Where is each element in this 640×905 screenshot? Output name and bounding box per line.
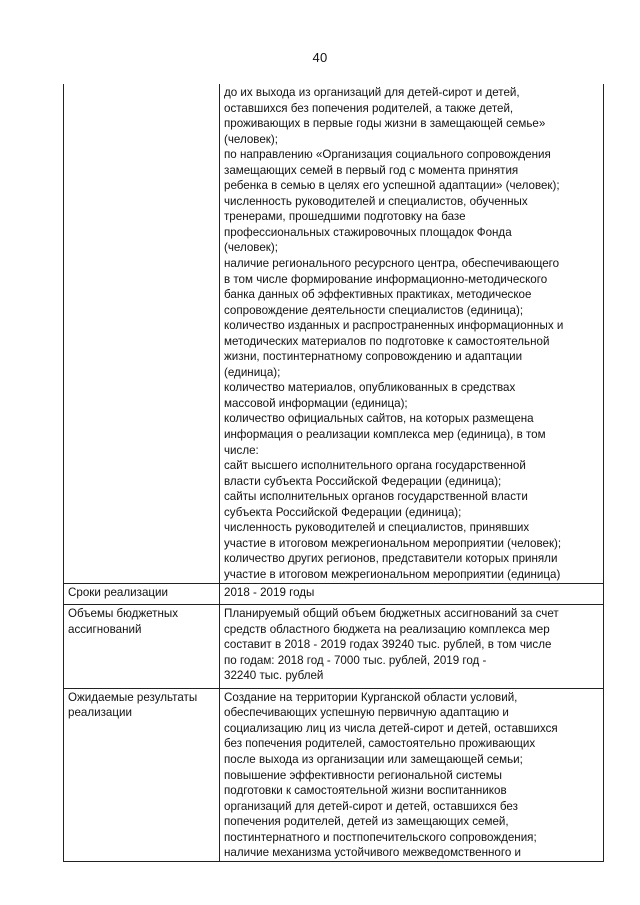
value-line: власти субъекта Российской Федерации (единица); — [224, 474, 502, 488]
value-line: количество материалов, опубликованных в средствах — [224, 381, 516, 395]
value-line: подготовки к самостоятельной жизни воспитанников — [224, 784, 507, 798]
value-line: ребенка в семью в целях его успешной адаптации» (человек); — [224, 179, 560, 193]
label-line: Ожидаемые результаты — [68, 690, 198, 704]
value-line: оставшихся без попечения родителей, а также детей, — [224, 101, 514, 115]
value-line: проживающих в первые годы жизни в замещающей семье» — [224, 117, 546, 131]
page-number: 40 — [312, 50, 328, 65]
value-line: тренерами, прошедшими подготовку на базе — [224, 210, 466, 224]
cell-spacer — [68, 600, 216, 604]
label-line: Объемы бюджетных — [68, 607, 178, 621]
value-line: банка данных об эффективных практиках, методическое — [224, 288, 532, 302]
cell-spacer — [224, 684, 600, 688]
value-line: повышение эффективности региональной системы — [224, 768, 503, 782]
value-line: попечения родителей, детей из замещающих семей, — [224, 815, 509, 829]
value-line: (человек); — [224, 132, 278, 146]
value-line: средств областного бюджета на реализацию комплекса мер — [224, 622, 550, 636]
value-line: жизни, постинтернатному сопровождению и адаптации — [224, 350, 523, 364]
table-row — [64, 583, 604, 605]
value-line: сайты исполнительных органов государственной власти — [224, 490, 528, 504]
row-value-cell — [220, 605, 604, 689]
value-line: методических материалов по подготовке к самостоятельной — [224, 334, 550, 348]
program-passport-table — [63, 84, 604, 862]
row-label-cell — [64, 84, 220, 583]
value-line: после выхода из организации или замещающей семьи; — [224, 752, 523, 766]
value-line: (человек); — [224, 241, 278, 255]
value-line: наличие регионального ресурсного центра, обеспечивающего — [224, 257, 560, 271]
value-line: по направлению «Организация социального сопровождения — [224, 148, 551, 162]
row-value-cell — [220, 84, 604, 583]
row-label-cell — [64, 688, 220, 861]
value-line: информация о реализации комплекса мер (единица), в том — [224, 428, 546, 442]
value-line: составит в 2018 - 2019 годах 39240 тыс. рублей, в том числе — [224, 638, 552, 652]
value-line: 32240 тыс. рублей — [224, 669, 324, 683]
value-line: количество изданных и распространенных информационных и — [224, 319, 564, 333]
value-line: (единица); — [224, 365, 281, 379]
label-line: реализации — [68, 706, 132, 720]
value-line: массовой информации (единица); — [224, 396, 408, 410]
value-line: количество официальных сайтов, на которых размещена — [224, 412, 534, 426]
value-line: замещающих семей в первый год с момента принятия — [224, 163, 519, 177]
value-line: численность руководителей и специалистов, обученных — [224, 194, 528, 208]
label-line: ассигнований — [68, 622, 142, 636]
value-line: участие в итоговом межрегиональном мероприятии (человек); — [224, 536, 562, 550]
value-line: Создание на территории Курганской области условий, — [224, 690, 518, 704]
value-line: социализацию лиц из числа детей-сирот и детей, оставшихся — [224, 721, 558, 735]
value-line: без попечения родителей, самостоятельно проживающих — [224, 737, 536, 751]
row-value-cell — [220, 583, 604, 605]
table-body — [64, 84, 604, 861]
value-line: профессиональных стажировочных площадок Фонда — [224, 225, 512, 239]
value-line: сопровождение деятельности специалистов (единица); — [224, 303, 524, 317]
value-line: до их выхода из организаций для детей-сирот и детей, — [224, 86, 520, 99]
label-line: Сроки реализации — [68, 585, 168, 599]
value-line: наличие механизма устойчивого межведомственного и — [224, 846, 521, 860]
row-label-cell — [64, 583, 220, 605]
cell-spacer — [224, 600, 600, 604]
value-line: субъекта Российской Федерации (единица); — [224, 505, 462, 519]
row-value-cell — [220, 688, 604, 861]
cell-spacer — [68, 637, 216, 641]
value-line: обеспечивающих успешную первичную адаптацию и — [224, 706, 509, 720]
value-line: в том числе формирование информационно-методического — [224, 272, 548, 286]
row-label-cell — [64, 605, 220, 689]
value-line: организаций для детей-сирот и детей, оставшихся без — [224, 799, 518, 813]
table-row — [64, 688, 604, 861]
value-line: участие в итоговом межрегиональном мероприятии (единица) — [224, 567, 561, 581]
value-line: постинтернатного и постпопечительского сопровождения; — [224, 830, 537, 844]
value-line: Планируемый общий объем бюджетных ассигнований за счет — [224, 607, 559, 621]
value-line: числе: — [224, 443, 259, 457]
value-line: по годам: 2018 год - 7000 тыс. рублей, 2019 год - — [224, 653, 487, 667]
value-line: количество других регионов, представители которых приняли — [224, 552, 558, 566]
value-line: сайт высшего исполнительного органа государственной — [224, 459, 526, 473]
value-line: численность руководителей и специалистов, принявших — [224, 521, 530, 535]
table-row — [64, 84, 604, 583]
value-line: 2018 - 2019 годы — [224, 585, 315, 599]
table-row — [64, 605, 604, 689]
